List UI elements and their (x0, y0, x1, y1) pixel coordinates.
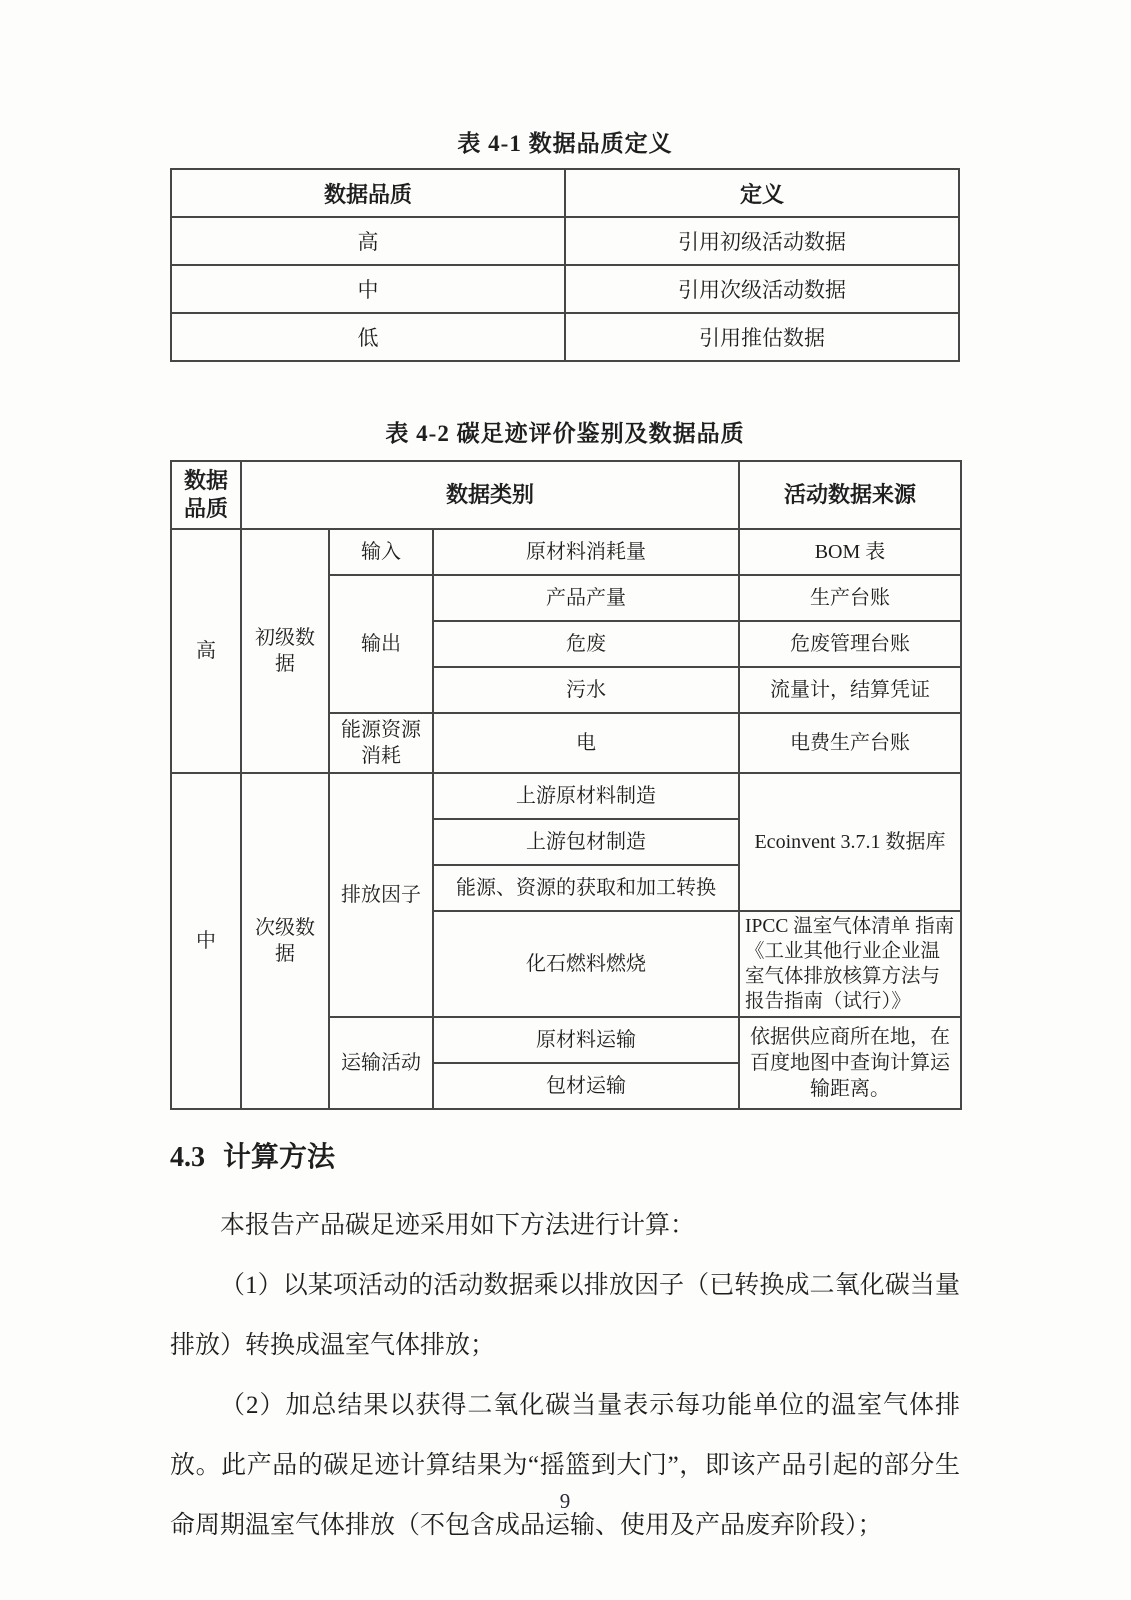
table-cell: 生产台账 (739, 575, 961, 621)
table-cell: 引用初级活动数据 (565, 217, 959, 265)
table-cell: 危废管理台账 (739, 621, 961, 667)
table2-title: 表 4-2 碳足迹评价鉴别及数据品质 (385, 421, 745, 446)
table-cell: 化石燃料燃烧 (433, 911, 739, 1017)
table-cell: 电费生产台账 (739, 713, 961, 773)
table-cell: 中 (171, 265, 565, 313)
table-cell: BOM 表 (739, 529, 961, 575)
carbon-footprint-data-quality-table (170, 460, 962, 1110)
table-cell: 污水 (433, 667, 739, 713)
column-header: 数据品质 (171, 169, 565, 217)
table-cell: 危废 (433, 621, 739, 667)
table-row (171, 313, 959, 361)
table-cell: 产品产量 (433, 575, 739, 621)
table-cell: 排放因子 (329, 773, 433, 1017)
table1-header-row (171, 169, 959, 217)
section-heading (170, 1140, 960, 1176)
table-cell: 引用推估数据 (565, 313, 959, 361)
paragraph: （1）以某项活动的活动数据乘以排放因子（已转换成二氧化碳当量排放）转换成温室气体排放； (170, 1272, 960, 1359)
column-header: 定义 (565, 169, 959, 217)
paragraph: （2）加总结果以获得二氧化碳当量表示每功能单位的温室气体排放。此产品的碳足迹计算结果为“摇篮到大门”，即该产品引起的部分生命周期温室气体排放（不包含成品运输、使用及产品废弃阶段）； (170, 1392, 960, 1539)
table1-title: 表 4-1 数据品质定义 (457, 131, 673, 156)
table-cell: 流量计，结算凭证 (739, 667, 961, 713)
table-cell: Ecoinvent 3.7.1 数据库 (739, 773, 961, 911)
column-header: 数据品质 (171, 461, 241, 529)
table-row (171, 217, 959, 265)
table-cell: 输入 (329, 529, 433, 575)
table-row (171, 265, 959, 313)
data-quality-definition-table (170, 168, 960, 362)
table-cell: 初级数据 (241, 529, 329, 773)
table2-header-row (171, 461, 961, 529)
table-cell: 包材运输 (433, 1063, 739, 1109)
page-number: 9 (559, 1489, 571, 1513)
section-number: 4.3 (170, 1142, 205, 1173)
table-cell: IPCC 温室气体清单 指南《工业其他行业企业温室气体排放核算方法与报告指南（试行）》 (739, 911, 961, 1017)
table-cell: 输出 (329, 575, 433, 713)
table-cell: 上游包材制造 (433, 819, 739, 865)
table-cell: 低 (171, 313, 565, 361)
table-cell: 运输活动 (329, 1017, 433, 1109)
table-cell: 引用次级活动数据 (565, 265, 959, 313)
table-row (171, 773, 961, 819)
table-cell: 上游原材料制造 (433, 773, 739, 819)
table-cell: 原材料运输 (433, 1017, 739, 1063)
table-row (171, 529, 961, 575)
table-cell: 能源资源消耗 (329, 713, 433, 773)
section-title: 计算方法 (223, 1142, 336, 1173)
table-cell: 依据供应商所在地，在百度地图中查询计算运输距离。 (739, 1017, 961, 1109)
table-cell: 高 (171, 217, 565, 265)
table-cell: 高 (171, 529, 241, 773)
column-header: 活动数据来源 (739, 461, 961, 529)
table-cell: 电 (433, 713, 739, 773)
table-cell: 次级数据 (241, 773, 329, 1109)
paragraph: 本报告产品碳足迹采用如下方法进行计算： (220, 1212, 696, 1239)
column-header: 数据类别 (241, 461, 739, 529)
table-cell: 中 (171, 773, 241, 1109)
table-cell: 原材料消耗量 (433, 529, 739, 575)
table-cell: 能源、资源的获取和加工转换 (433, 865, 739, 911)
